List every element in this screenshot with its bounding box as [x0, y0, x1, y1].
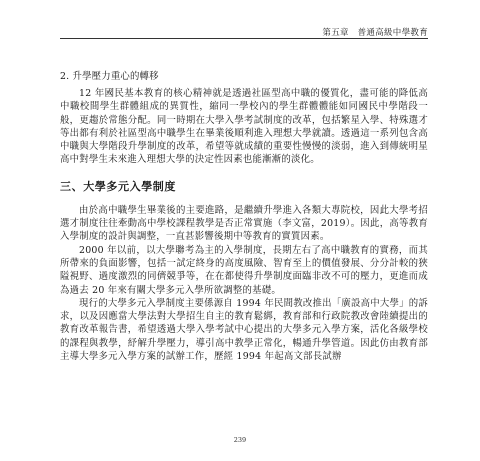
page-number: 239 [233, 436, 247, 444]
running-header [60, 12, 428, 38]
subsection-title: 2. 升學壓力重心的轉移 [60, 71, 159, 82]
page-body [60, 70, 428, 363]
section-title: 三、大學多元入學制度 [60, 179, 176, 193]
subsection-paragraph: 12 年國民基本教育的核心精神就是透過社區型高中職的優質化，盡可能的降低高中職校間學生群體組成的異質性，縮同一學校內的學生群體體能如同國民中學階段一般，更趨於常態分配。同一時期在大學入學考試制度的改革，包括繁星入學、特殊選才等出都有利於社區型高中職學生在畢業後順利進入理想大學就讀。透過這一系列包含高中職與大學階段升學制度的改革，希望等就成績的重要性慢慢的淡弱，進入到傳統明星高中對學生未來進入理想大學的決定性因素也能漸漸的淡化。 [60, 88, 428, 166]
section-paragraph-2: 2000 年以前，以大學聯考為主的入學制度，長期左右了高中職教育的實務，而其所帶來的負面影響，包括一試定終身的高度風險、智育至上的價值發展、分分計較的狹隘視野、過度激烈的同儕競爭等，在在都使得升學制度面臨非改不可的壓力，更進而成為過去 20 年來有關大學多元入學所欲調整的基礎。 [60, 244, 428, 296]
chapter-title: 第五章 普通高級中學教育 [322, 28, 428, 38]
header-rule [60, 38, 428, 39]
section-paragraph-1: 由於高中職學生畢業後的主要進路，是繼續升學進入各類大專院校，因此大學考招選才制度往往牽動高中學校課程教學是否正常實施（李文富，2019）。因此，高等教育入學制度的設計與調整，一直甚影響後期中等教育的實質因素。 [60, 204, 428, 243]
section-paragraph-3: 現行的大學多元入學制度主要係源自 1994 年民間教改推出「廣設高中大學」的訴求，以及因應當大學法對大學招生自主的教育鬆綁，教育部和行政院教改會陸續提出的教育改革報告書，希望透過大學入學考試中心提出的大學多元入學方案，活化各級學校的課程與教學，紓解升學壓力，導引高中教學正常化，暢通升學管道。因此仿由教育部主導大學多元入學方案的試辦工作，歷經 1994 年起高文部長試辦 [60, 297, 428, 363]
